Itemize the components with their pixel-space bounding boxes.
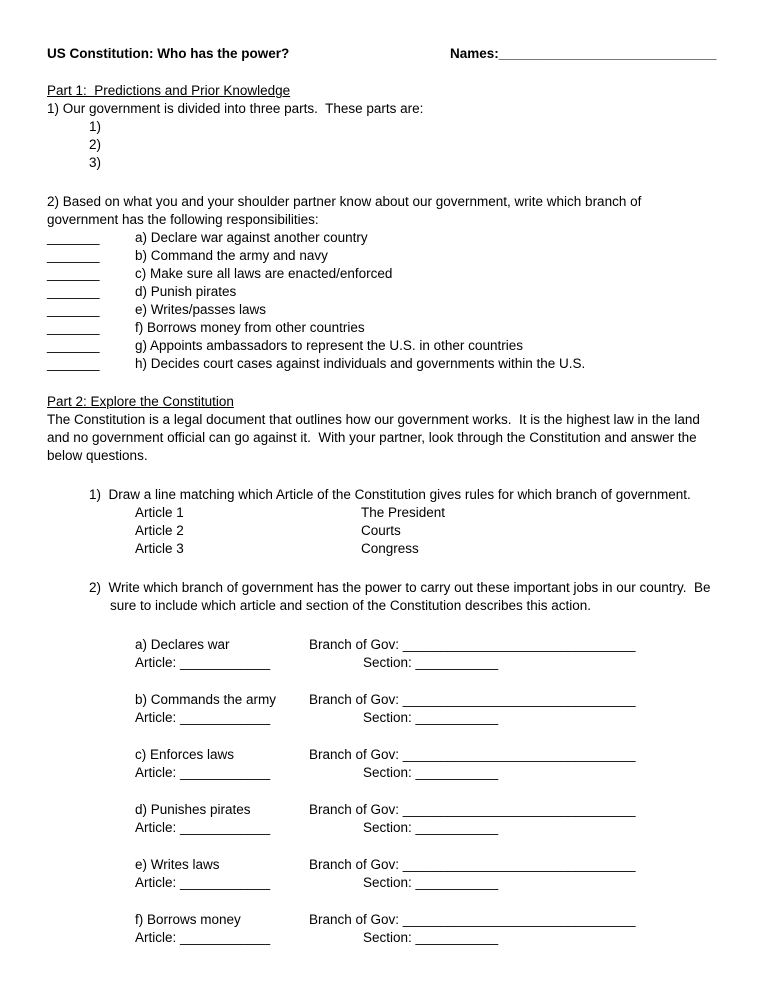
job-item: c) Enforces laws (135, 747, 235, 762)
part2-intro: below questions. (47, 448, 148, 463)
part2-heading: Part 2: Explore the Constitution (47, 394, 234, 409)
article-field: Article: ____________ (135, 765, 271, 780)
section-field: Section: ___________ (363, 765, 499, 780)
article-item: Article 1 (135, 505, 184, 520)
worksheet-title: US Constitution: Who has the power? (47, 46, 290, 61)
answer-blank: _______ (47, 338, 100, 353)
responsibility-item: f) Borrows money from other countries (135, 320, 365, 335)
branch-item: The President (361, 505, 446, 520)
part1-question-1: 1) Our government is divided into three parts. These parts are: (47, 101, 424, 116)
section-field: Section: ___________ (363, 875, 499, 890)
responsibility-item: d) Punish pirates (135, 284, 237, 299)
part2-intro: and no government official can go against it. With your partner, look through the Constitution and answer the (47, 430, 697, 445)
section-field: Section: ___________ (363, 820, 499, 835)
answer-blank: _______ (47, 248, 100, 263)
article-item: Article 3 (135, 541, 184, 556)
branch-field: Branch of Gov: _______________________________ (309, 747, 636, 762)
section-field: Section: ___________ (363, 930, 499, 945)
answer-blank: _______ (47, 266, 100, 281)
article-item: Article 2 (135, 523, 184, 538)
branch-field: Branch of Gov: _______________________________ (309, 857, 636, 872)
article-field: Article: ____________ (135, 930, 271, 945)
part1-heading: Part 1: Predictions and Prior Knowledge (47, 83, 291, 98)
section-field: Section: ___________ (363, 655, 499, 670)
part1-q1-item: 2) (89, 137, 102, 152)
part2-question-2-cont: sure to include which article and section of the Constitution describes this action. (110, 598, 592, 613)
article-field: Article: ____________ (135, 655, 271, 670)
answer-blank: _______ (47, 356, 100, 371)
branch-item: Courts (361, 523, 401, 538)
part1-q1-item: 1) (89, 119, 102, 134)
responsibility-item: a) Declare war against another country (135, 230, 368, 245)
responsibility-item: b) Command the army and navy (135, 248, 328, 263)
responsibility-item: c) Make sure all laws are enacted/enforced (135, 266, 393, 281)
section-field: Section: ___________ (363, 710, 499, 725)
responsibility-item: e) Writes/passes laws (135, 302, 267, 317)
branch-item: Congress (361, 541, 419, 556)
responsibility-item: h) Decides court cases against individuals and governments within the U.S. (135, 356, 586, 371)
branch-field: Branch of Gov: _______________________________ (309, 912, 636, 927)
part2-question-1: 1) Draw a line matching which Article of the Constitution gives rules for which branch of government. (89, 487, 691, 502)
responsibility-item: g) Appoints ambassadors to represent the U.S. in other countries (135, 338, 523, 353)
branch-field: Branch of Gov: _______________________________ (309, 637, 636, 652)
job-item: e) Writes laws (135, 857, 220, 872)
article-field: Article: ____________ (135, 820, 271, 835)
part2-question-2: 2) Write which branch of government has the power to carry out these important jobs in our country. Be (89, 580, 711, 595)
article-field: Article: ____________ (135, 875, 271, 890)
answer-blank: _______ (47, 302, 100, 317)
job-item: a) Declares war (135, 637, 230, 652)
part1-q1-item: 3) (89, 155, 102, 170)
job-item: b) Commands the army (135, 692, 277, 707)
answer-blank: _______ (47, 230, 100, 245)
article-field: Article: ____________ (135, 710, 271, 725)
part2-intro: The Constitution is a legal document that outlines how our government works. It is the highest law in the land (47, 412, 700, 427)
job-item: d) Punishes pirates (135, 802, 251, 817)
part1-question-2: 2) Based on what you and your shoulder partner know about our government, write which branch of (47, 194, 642, 209)
answer-blank: _______ (47, 284, 100, 299)
branch-field: Branch of Gov: _______________________________ (309, 692, 636, 707)
names-field: Names:_____________________________ (450, 46, 717, 61)
job-item: f) Borrows money (135, 912, 241, 927)
part1-question-2-cont: government has the following responsibilities: (47, 212, 319, 227)
branch-field: Branch of Gov: _______________________________ (309, 802, 636, 817)
answer-blank: _______ (47, 320, 100, 335)
